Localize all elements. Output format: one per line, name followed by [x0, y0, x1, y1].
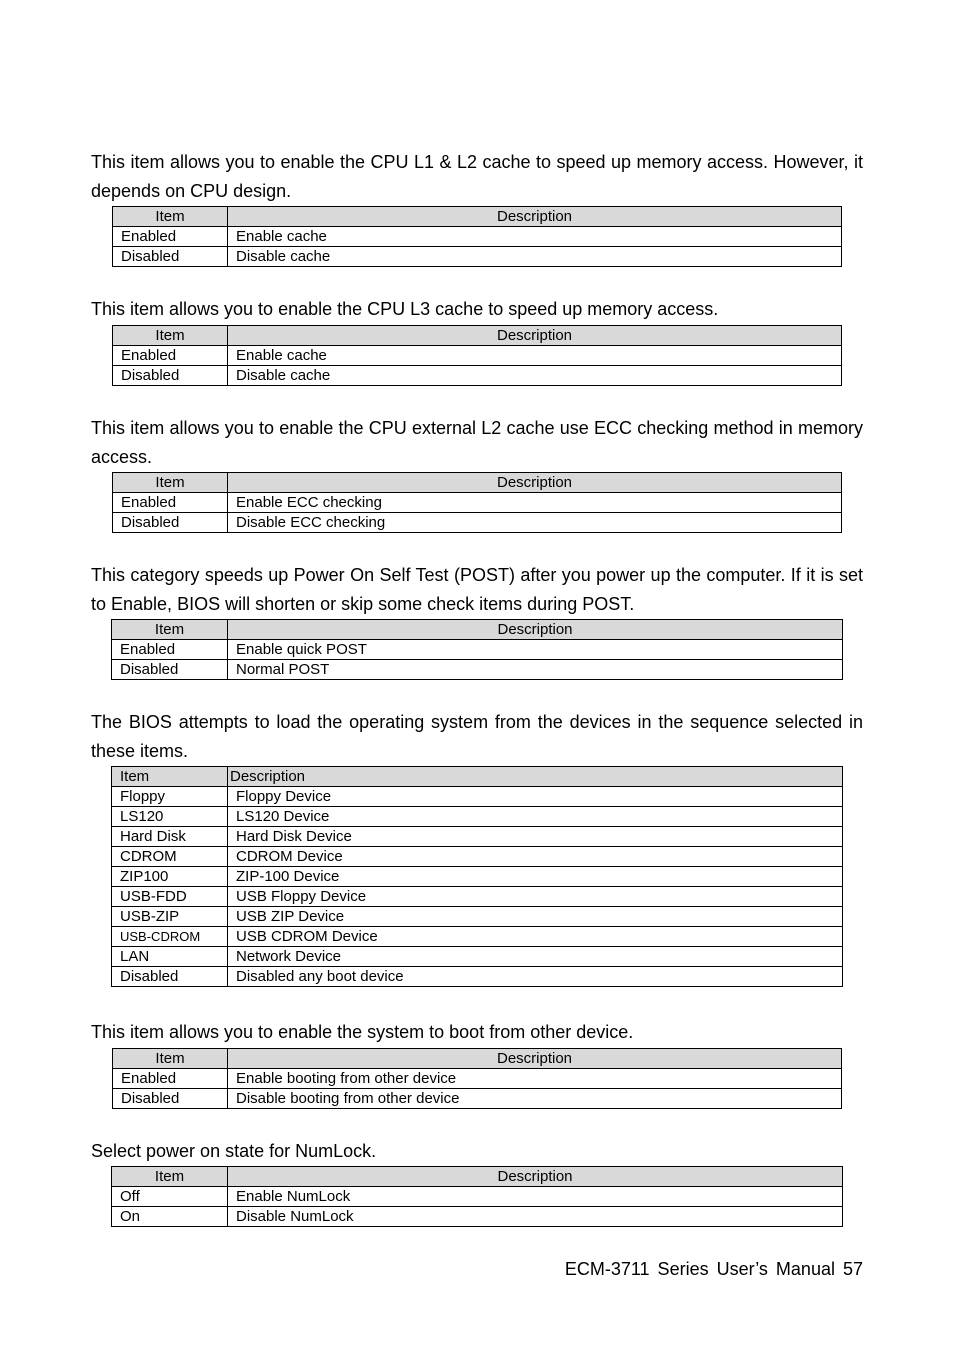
- table-row: [112, 660, 843, 680]
- description-cell: Hard Disk Device: [228, 827, 843, 847]
- item-cell: Off: [112, 1187, 228, 1207]
- item-column-header: Item: [113, 473, 228, 493]
- item-column-header: Item: [113, 207, 228, 227]
- item-cell: Disabled: [112, 967, 228, 987]
- description-cell: USB Floppy Device: [228, 887, 843, 907]
- item-cell: Disabled: [113, 366, 228, 386]
- table-row: [113, 227, 842, 247]
- table-row: [112, 887, 843, 907]
- table-row: [113, 1069, 842, 1089]
- item-column-header: Item: [112, 1167, 228, 1187]
- item-cell: USB-FDD: [112, 887, 228, 907]
- table-row: [112, 1187, 843, 1207]
- description-cell: USB ZIP Device: [228, 907, 843, 927]
- table-row: [113, 247, 842, 267]
- numlock-table: [111, 1166, 843, 1227]
- cpu-l3-cache-table: [112, 325, 842, 386]
- item-cell: LAN: [112, 947, 228, 967]
- table-row: [112, 847, 843, 867]
- table-row: [113, 513, 842, 533]
- table-row: [112, 907, 843, 927]
- table-header: [113, 473, 842, 493]
- page-footer: ECM-3711 Series User’s Manual 57: [564, 1259, 863, 1279]
- description-cell: Enable ECC checking: [228, 493, 842, 513]
- description-cell: Network Device: [228, 947, 843, 967]
- table-row: [112, 1207, 843, 1227]
- table-row: [113, 1089, 842, 1109]
- table-row: [112, 807, 843, 827]
- description-cell: Enable quick POST: [228, 640, 843, 660]
- table-header: [113, 1049, 842, 1069]
- table-row: [112, 927, 843, 947]
- item-cell: LS120: [112, 807, 228, 827]
- table-row: [113, 493, 842, 513]
- description-cell: Disable booting from other device: [228, 1089, 842, 1109]
- description-cell: Disable cache: [228, 366, 842, 386]
- description-cell: Disable cache: [228, 247, 842, 267]
- table-row: [112, 787, 843, 807]
- item-cell: Disabled: [112, 660, 228, 680]
- description-cell: Floppy Device: [228, 787, 843, 807]
- item-column-header: Item: [112, 620, 228, 640]
- table-row: [112, 947, 843, 967]
- table-row: [112, 640, 843, 660]
- description-cell: Enable booting from other device: [228, 1069, 842, 1089]
- item-cell: CDROM: [112, 847, 228, 867]
- item-column-header: Item: [113, 1049, 228, 1069]
- item-cell: Disabled: [113, 513, 228, 533]
- table-row: [112, 827, 843, 847]
- boot-device-table: [111, 766, 843, 987]
- table-header: [113, 326, 842, 346]
- boot-other-device-description: This item allows you to enable the system to boot from other device.: [91, 1022, 634, 1042]
- numlock-description: Select power on state for NumLock.: [91, 1141, 377, 1161]
- description-cell: Enable cache: [228, 346, 842, 366]
- item-cell: Floppy: [112, 787, 228, 807]
- item-cell: USB-CDROM: [112, 927, 228, 947]
- boot-other-device-table: [112, 1048, 842, 1109]
- ecc-checking-description: This item allows you to enable the CPU external L2 cache use ECC checking method in memory access.: [91, 418, 863, 467]
- cpu-l1-l2-cache-table: [112, 206, 842, 267]
- item-cell: USB-ZIP: [112, 907, 228, 927]
- table-header: [112, 767, 843, 787]
- table-row: [112, 867, 843, 887]
- description-cell: Normal POST: [228, 660, 843, 680]
- table-header: [112, 1167, 843, 1187]
- description-column-header: Description: [228, 767, 843, 787]
- description-cell: Enable NumLock: [228, 1187, 843, 1207]
- description-column-header: Description: [228, 620, 843, 640]
- description-column-header: Description: [228, 473, 842, 493]
- table-row: [113, 366, 842, 386]
- description-cell: USB CDROM Device: [228, 927, 843, 947]
- table-row: [113, 346, 842, 366]
- cpu-l1-l2-cache-description: This item allows you to enable the CPU L1 & L2 cache to speed up memory access. However, it depends on CPU design.: [91, 152, 863, 201]
- item-cell: Hard Disk: [112, 827, 228, 847]
- item-cell: Disabled: [113, 247, 228, 267]
- description-cell: Disable NumLock: [228, 1207, 843, 1227]
- table-header: [112, 620, 843, 640]
- description-cell: LS120 Device: [228, 807, 843, 827]
- item-cell: Enabled: [113, 346, 228, 366]
- description-column-header: Description: [228, 1049, 842, 1069]
- description-cell: Enable cache: [228, 227, 842, 247]
- item-cell: Enabled: [113, 227, 228, 247]
- description-cell: ZIP-100 Device: [228, 867, 843, 887]
- item-cell: Enabled: [113, 1069, 228, 1089]
- description-cell: CDROM Device: [228, 847, 843, 867]
- item-cell: ZIP100: [112, 867, 228, 887]
- item-cell: Enabled: [112, 640, 228, 660]
- ecc-checking-table: [112, 472, 842, 533]
- item-cell: Enabled: [113, 493, 228, 513]
- item-cell: On: [112, 1207, 228, 1227]
- boot-device-description: The BIOS attempts to load the operating system from the devices in the sequence selected in these items.: [91, 712, 863, 761]
- description-column-header: Description: [228, 1167, 843, 1187]
- quick-post-description: This category speeds up Power On Self Test (POST) after you power up the computer. If it is set to Enable, BIOS will shorten or skip some check items during POST.: [91, 565, 863, 614]
- table-header: [113, 207, 842, 227]
- description-cell: Disabled any boot device: [228, 967, 843, 987]
- item-column-header: Item: [113, 326, 228, 346]
- table-row: [112, 967, 843, 987]
- description-column-header: Description: [228, 207, 842, 227]
- item-cell: Disabled: [113, 1089, 228, 1109]
- quick-post-table: [111, 619, 843, 680]
- item-column-header: Item: [112, 767, 228, 787]
- description-cell: Disable ECC checking: [228, 513, 842, 533]
- description-column-header: Description: [228, 326, 842, 346]
- cpu-l3-cache-description: This item allows you to enable the CPU L3 cache to speed up memory access.: [91, 299, 719, 319]
